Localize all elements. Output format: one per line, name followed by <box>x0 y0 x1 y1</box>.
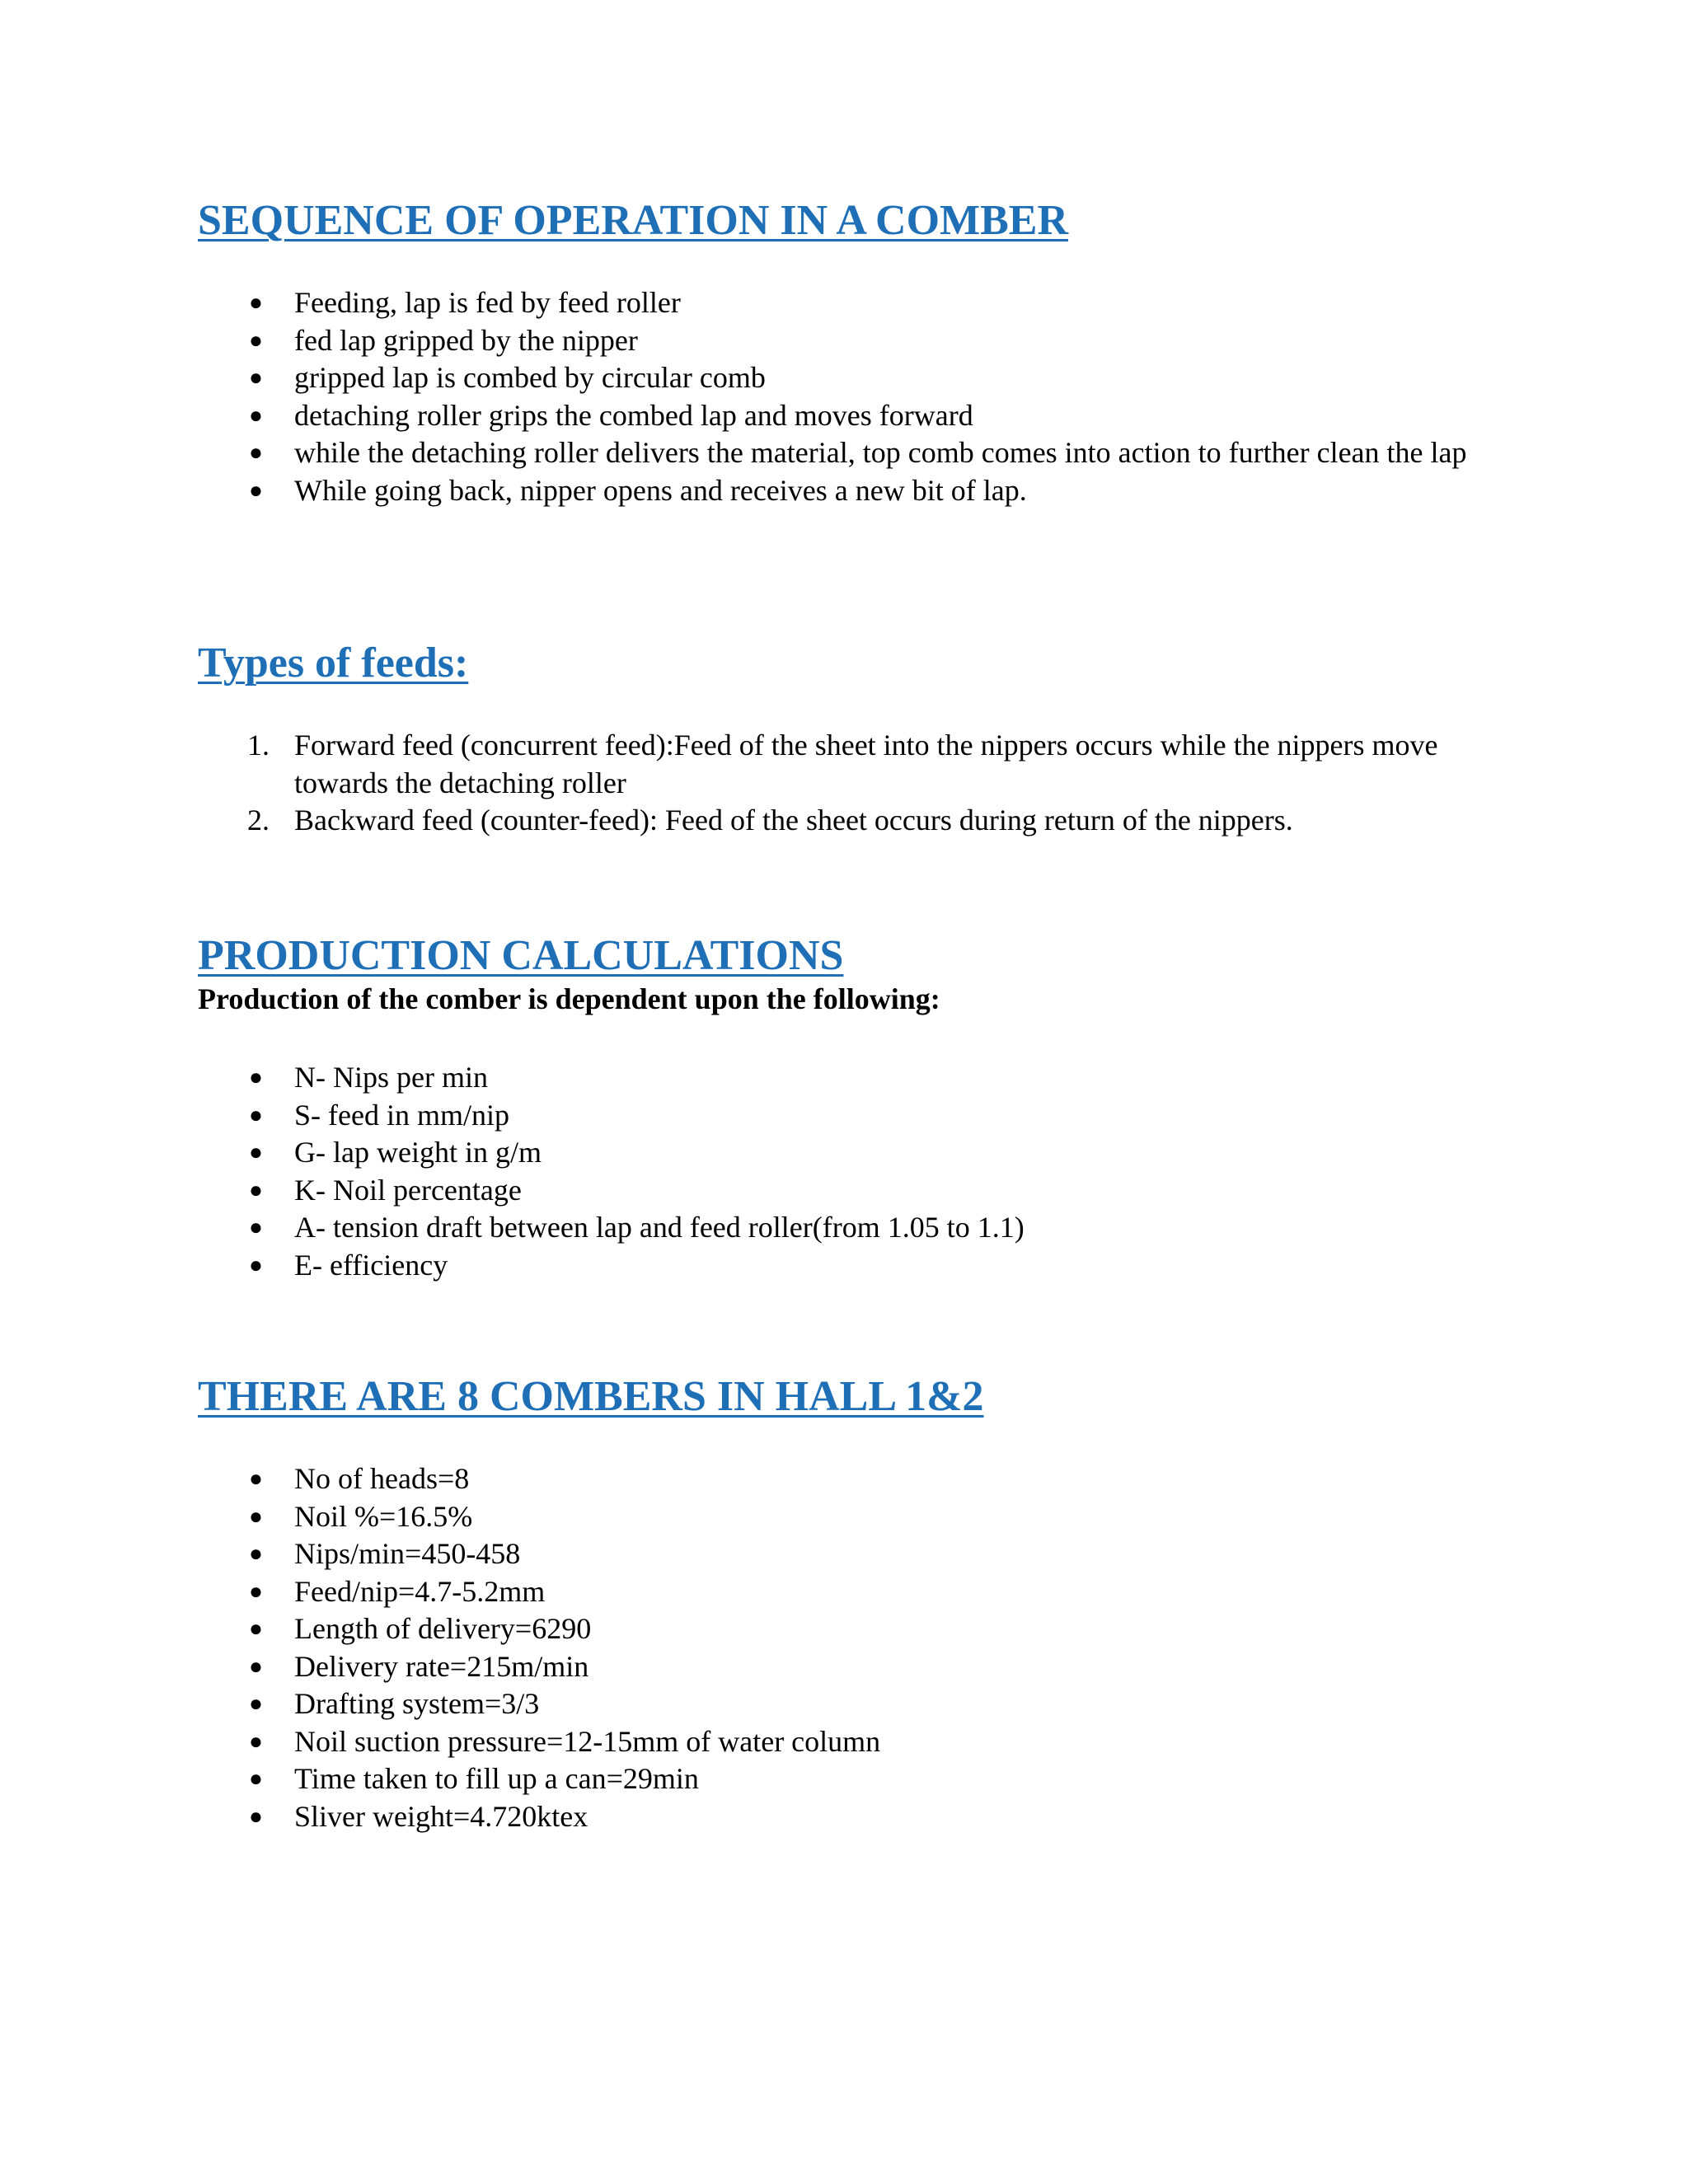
list-item: ● Delivery rate=215m/min <box>198 1648 1484 1686</box>
feeds-list <box>198 727 1484 840</box>
list-item: ● while the detaching roller delivers the material, top comb comes into action to further clean the lap <box>198 434 1484 472</box>
bullet-icon: ● <box>249 1177 263 1203</box>
bullet-icon: ● <box>249 1803 263 1830</box>
combers-heading: THERE ARE 8 COMBERS IN HALL 1&2 <box>198 1373 984 1420</box>
list-item: ● Sliver weight=4.720ktex <box>198 1798 1484 1836</box>
bullet-icon: ● <box>249 1766 263 1792</box>
list-item: ● E- efficiency <box>198 1247 1484 1285</box>
list-item: ● Noil %=16.5% <box>198 1498 1484 1536</box>
list-item: 1. Forward feed (concurrent feed):Feed of the sheet into the nippers occurs while the nippers move towards the detaching roller <box>247 729 1438 799</box>
list-item: ● S- feed in mm/nip <box>198 1097 1484 1135</box>
bullet-icon: ● <box>249 1653 263 1680</box>
bullet-icon: ● <box>249 402 263 429</box>
production-subheading: Production of the comber is dependent upon the following: <box>198 982 940 1015</box>
list-item: ● fed lap gripped by the nipper <box>198 322 1484 360</box>
feeds-heading: Types of feeds: <box>198 640 469 687</box>
list-item: ● While going back, nipper opens and receives a new bit of lap. <box>198 472 1484 510</box>
bullet-icon: ● <box>249 1102 263 1128</box>
list-item: ● N- Nips per min <box>198 1059 1484 1097</box>
bullet-icon: ● <box>249 1616 263 1642</box>
item-number: 2. <box>247 804 270 837</box>
bullet-icon: ● <box>249 1215 263 1240</box>
list-item: ● gripped lap is combed by circular comb <box>198 359 1484 397</box>
list-item: ● Feed/nip=4.7-5.2mm <box>198 1573 1484 1611</box>
sequence-heading: SEQUENCE OF OPERATION IN A COMBER <box>198 197 1069 244</box>
list-item: ● detaching roller grips the combed lap and moves forward <box>198 397 1484 435</box>
list-item: 2. Backward feed (counter-feed): Feed of the sheet occurs during return of the nippers. <box>198 802 1484 840</box>
list-item: ● Length of delivery=6290 <box>198 1610 1484 1648</box>
bullet-icon: ● <box>249 440 263 466</box>
bullet-icon: ● <box>249 1691 263 1717</box>
bullet-icon: ● <box>249 1541 263 1567</box>
bullet-icon: ● <box>249 1140 263 1165</box>
combers-list <box>198 1460 1484 1835</box>
bullet-icon: ● <box>249 1252 263 1278</box>
bullet-icon: ● <box>249 1466 263 1492</box>
list-item: ● Feeding, lap is fed by feed roller <box>198 284 1484 322</box>
list-item: ● Noil suction pressure=12-15mm of water column <box>198 1723 1484 1761</box>
bullet-icon: ● <box>249 327 263 354</box>
bullet-icon: ● <box>249 1578 263 1605</box>
list-item: ● Drafting system=3/3 <box>198 1685 1484 1723</box>
item-number: 1. <box>247 729 270 762</box>
bullet-icon: ● <box>249 365 263 391</box>
production-heading: PRODUCTION CALCULATIONS <box>198 932 844 979</box>
sequence-list <box>198 284 1484 509</box>
bullet-icon: ● <box>249 1065 263 1090</box>
list-item: ● K- Noil percentage <box>198 1172 1484 1210</box>
list-item: ● Time taken to fill up a can=29min <box>198 1760 1484 1798</box>
production-list <box>198 1059 1484 1284</box>
bullet-icon: ● <box>249 1728 263 1755</box>
bullet-icon: ● <box>249 477 263 504</box>
list-item: ● Nips/min=450-458 <box>198 1535 1484 1573</box>
list-item: ● A- tension draft between lap and feed roller(from 1.05 to 1.1) <box>198 1209 1484 1247</box>
bullet-icon: ● <box>249 290 263 316</box>
bullet-icon: ● <box>249 1503 263 1530</box>
list-item: ● G- lap weight in g/m <box>198 1134 1484 1172</box>
list-item: ● No of heads=8 <box>198 1460 1484 1498</box>
